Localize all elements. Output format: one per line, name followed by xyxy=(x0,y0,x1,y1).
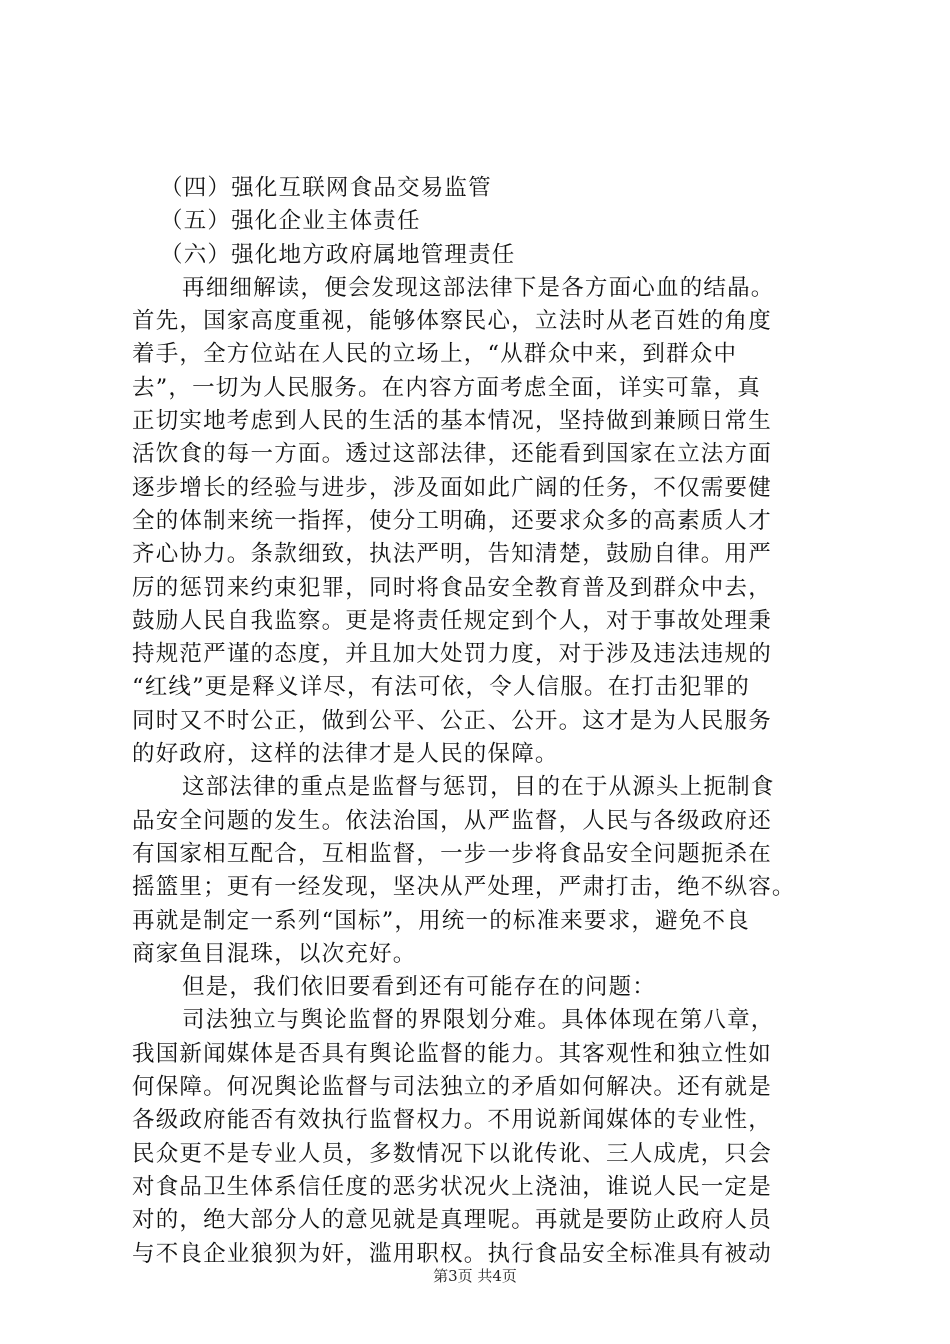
page-number-label: 第3页 共4页 xyxy=(433,1267,517,1285)
paragraph-line: 首先，国家高度重视，能够体察民心，立法时从老百姓的角度 xyxy=(132,308,772,335)
section-heading-4: （四）强化互联网食品交易监管 xyxy=(160,175,492,201)
paragraph-line: 逐步增长的经验与进步，涉及面如此广阔的任务，不仅需要健 xyxy=(132,474,772,501)
paragraph-line: 正切实地考虑到人民的生活的基本情况，坚持做到兼顾日常生 xyxy=(132,408,772,435)
paragraph-line: 司法独立与舆论监督的界限划分难。具体体现在第八章， xyxy=(182,1007,775,1034)
section-heading-5: （五）强化企业主体责任 xyxy=(160,208,421,235)
paragraph-line: 但是，我们依旧要看到还有可能存在的问题： xyxy=(182,974,657,1001)
paragraph-line: 齐心协力。条款细致，执法严明，告知清楚，鼓励自律。用严 xyxy=(132,541,772,568)
paragraph-line: 对的，绝大部分人的意见就是真理呢。再就是要防止政府人员 xyxy=(132,1207,772,1234)
paragraph-line: 活饮食的每一方面。透过这部法律，还能看到国家在立法方面 xyxy=(132,441,772,468)
paragraph-line: 对食品卫生体系信任度的恶劣状况火上浇油，谁说人民一定是 xyxy=(132,1173,772,1200)
paragraph-line: 去”，一切为人民服务。在内容方面考虑全面，详实可靠，真 xyxy=(132,374,761,401)
paragraph-line: 商家鱼目混珠，以次充好。 xyxy=(132,940,417,967)
document-body xyxy=(132,172,832,1271)
paragraph-line: 同时又不时公正，做到公平、公正、公开。这才是为人民服务 xyxy=(132,707,772,734)
paragraph-line: 民众更不是专业人员，多数情况下以讹传讹、三人成虎，只会 xyxy=(132,1140,772,1167)
paragraph-line: 着手，全方位站在人民的立场上，“从群众中来，到群众中 xyxy=(132,341,738,368)
paragraph-line: 有国家相互配合，互相监督，一步一步将食品安全问题扼杀在 xyxy=(132,840,772,867)
paragraph-line: 再就是制定一系列“国标”，用统一的标准来要求，避免不良 xyxy=(132,907,750,934)
paragraph-line: 品安全问题的发生。依法治国，从严监督，人民与各级政府还 xyxy=(132,807,772,834)
paragraph-line: 全的体制来统一指挥，使分工明确，还要求众多的高素质人才 xyxy=(132,507,772,534)
paragraph-line: 厉的惩罚来约束犯罪，同时将食品安全教育普及到群众中去， xyxy=(132,574,772,601)
paragraph-line: “红线”更是释义详尽，有法可依，令人信服。在打击犯罪的 xyxy=(132,674,750,701)
paragraph-line: 这部法律的重点是监督与惩罚，目的在于从源头上扼制食 xyxy=(182,774,775,801)
paragraph-line: 摇篮里；更有一经发现，坚决从严处理，严肃打击，绝不纵容。 xyxy=(132,874,796,901)
paragraph-line: 鼓励人民自我监察。更是将责任规定到个人，对于事故处理秉 xyxy=(132,607,772,634)
paragraph-line: 我国新闻媒体是否具有舆论监督的能力。其客观性和独立性如 xyxy=(132,1040,772,1067)
section-heading-6: （六）强化地方政府属地管理责任 xyxy=(160,241,516,268)
paragraph-line: 何保障。何况舆论监督与司法独立的矛盾如何解决。还有就是 xyxy=(132,1074,772,1101)
paragraph-line: 各级政府能否有效执行监督权力。不用说新闻媒体的专业性， xyxy=(132,1107,772,1134)
paragraph-line: 与不良企业狼狈为奸，滥用职权。执行食品安全标准具有被动 xyxy=(132,1240,772,1267)
paragraph-line: 持规范严谨的态度，并且加大处罚力度，对于涉及违法违规的 xyxy=(132,641,772,668)
paragraph-line: 的好政府，这样的法律才是人民的保障。 xyxy=(132,741,559,768)
page-footer xyxy=(0,1266,950,1286)
paragraph-line: 再细细解读，便会发现这部法律下是各方面心血的结晶。 xyxy=(182,274,775,301)
